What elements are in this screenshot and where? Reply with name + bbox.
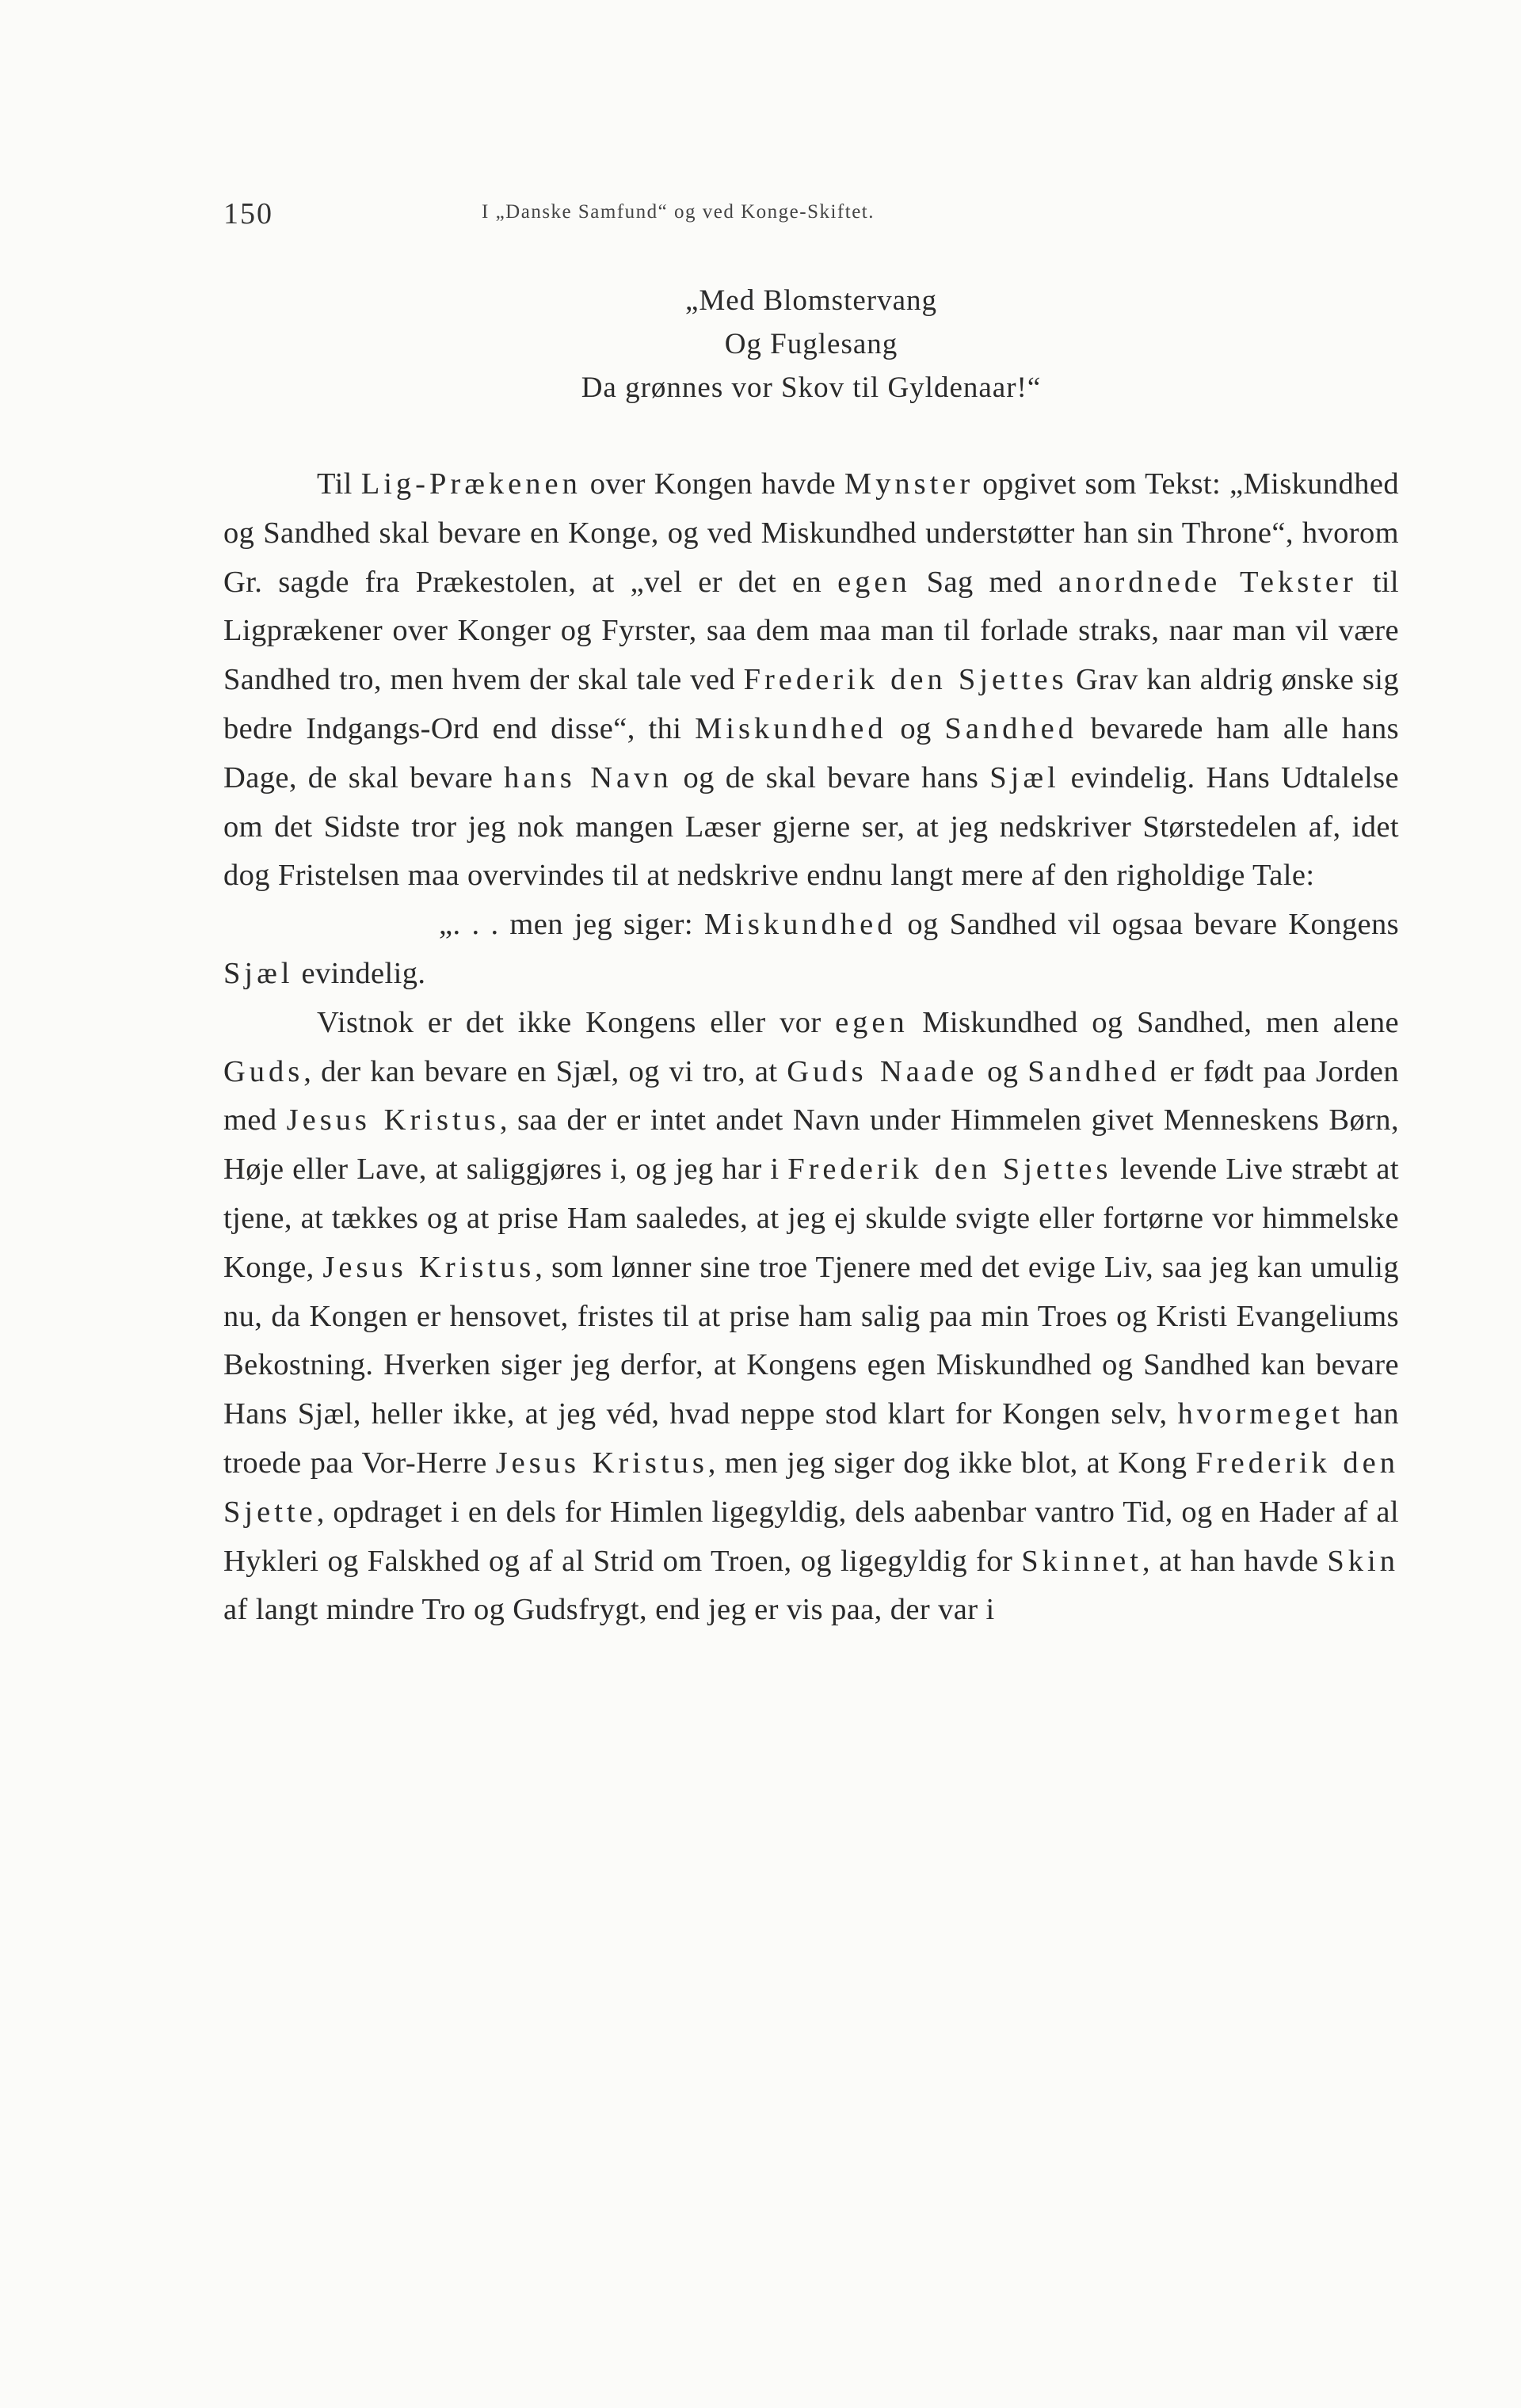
text-run: , at han havde — [1142, 1544, 1328, 1578]
quoted-paragraph — [223, 901, 1399, 999]
verse-line: Da grønnes vor Skov til Gyldenaar!“ — [581, 371, 1042, 404]
text-run: Til — [317, 467, 361, 501]
text-run: levende Live stræbt at tjene, at tækkes og at prise Ham saaledes, at jeg ej skulde svigte eller fortørne vor himmelske Konge, — [223, 1153, 1400, 1284]
emphasis: Frederik den Sjette — [223, 1446, 1399, 1529]
text-run: , men jeg siger dog ikke blot, at Kong — [707, 1446, 1196, 1480]
text-run: og de skal bevare hans — [672, 760, 990, 794]
text-run: Vistnok er det ikke Kongens eller vor — [317, 1005, 836, 1039]
text-run: er født paa Jorden med — [223, 1054, 1399, 1137]
text-run: af langt mindre Tro og Gudsfrygt, end jeg er vis paa, der var i — [223, 1593, 995, 1627]
emphasis: egen — [837, 565, 911, 599]
emphasis: Frederik den Sjettes — [787, 1153, 1112, 1187]
verse-line: „Med Blomstervang — [684, 284, 938, 317]
emphasis: Lig-Prækenen — [360, 467, 581, 501]
book-page — [223, 196, 1399, 1635]
emphasis: Sandhed — [944, 711, 1077, 745]
emphasis: hvormeget — [1177, 1397, 1344, 1431]
paragraph — [223, 460, 1399, 901]
text-run: bevarede ham alle hans Dage, de skal bevare — [223, 711, 1399, 794]
text-run: „. . . men jeg siger: — [439, 908, 704, 942]
emphasis: Jesus Kristus — [322, 1250, 536, 1284]
text-run: evindelig. Hans Udtalelse om det Sidste tror jeg nok mangen Læser gjerne ser, at jeg nedskriver Størstedelen af, idet dog Fristelsen maa overvindes til at nedskrive endnu langt mere af den righoldige Tale: — [223, 760, 1399, 893]
emphasis: Miskundhed — [695, 711, 887, 745]
emphasis: Mynster — [844, 467, 974, 501]
text-run: , saa der er intet andet Navn under Himmelen givet Menneskens Børn, Høje eller Lave, at saliggjøres i, og jeg har i — [223, 1103, 1399, 1187]
text-run: og — [886, 711, 945, 745]
text-run: , der kan bevare en Sjæl, og vi tro, at — [303, 1054, 787, 1088]
emphasis: hans Navn — [504, 760, 673, 794]
emphasis: Sandhed — [1027, 1054, 1161, 1088]
page-number: 150 — [223, 197, 273, 231]
emphasis: anordnede Tekster — [1058, 565, 1357, 599]
emphasis: Jesus Kristus — [495, 1446, 708, 1480]
text-run: Grav kan aldrig ønske sig bedre Indgangs-Ord end disse“, thi — [223, 663, 1399, 745]
emphasis: Skin — [1327, 1544, 1399, 1578]
verse-line: Og Fuglesang — [724, 328, 898, 360]
emphasis: Jesus Kristus — [286, 1103, 500, 1137]
emphasis: Sjæl — [989, 760, 1060, 794]
emphasis: Sjæl — [223, 956, 294, 990]
text-run: og Sandhed vil ogsaa bevare Kongens — [896, 908, 1399, 942]
running-head: I „Danske Samfund“ og ved Konge-Skiftet. — [482, 201, 875, 223]
emphasis: Guds Naade — [787, 1054, 978, 1088]
text-run: opgivet som Tekst: „Miskundhed og Sandhed skal bevare en Konge, og ved Miskundhed understøtter han sin Throne“, hvorom Gr. sagde fra Prækestolen, at „vel er det en — [223, 467, 1399, 599]
text-run: Miskundhed og Sandhed, men alene — [908, 1005, 1399, 1039]
body-text — [223, 460, 1399, 1635]
text-run: , som lønner sine troe Tjenere med det evige Liv, saa jeg kan umulig nu, da Kongen er hensovet, fristes til at prise ham salig paa min Troes og Kristi Evangeliums Bekostning. Hverken siger jeg derfor, at Kongens egen Miskundhed og Sandhed kan bevare Hans Sjæl, heller ikke, at jeg véd, hvad neppe stod klart for Kongen selv, — [223, 1250, 1399, 1431]
emphasis: Skinnet — [1021, 1544, 1142, 1578]
text-run: Sag med — [910, 565, 1058, 599]
page-header — [223, 196, 1399, 238]
text-run: , opdraget i en dels for Himlen ligegyldig, dels aabenbar vantro Tid, og en Hader af al Hykleri og Falskhed og af al Strid om Troen, og ligegyldig for — [223, 1495, 1399, 1578]
text-run: han troede paa Vor-Herre — [223, 1397, 1399, 1480]
emphasis: Miskundhed — [703, 908, 897, 942]
emphasis: Guds — [223, 1054, 304, 1088]
text-run: til Ligprækener over Konger og Fyrster, saa dem maa man til forlade straks, naar man vil være Sandhed tro, men hvem der skal tale ved — [223, 565, 1399, 697]
text-run: og — [978, 1054, 1028, 1088]
text-run: evindelig. — [293, 956, 426, 990]
emphasis: egen — [835, 1005, 909, 1039]
text-run: over Kongen havde — [581, 467, 844, 501]
paragraph — [223, 999, 1399, 1635]
verse-quotation — [223, 279, 1399, 410]
emphasis: Frederik den Sjettes — [743, 663, 1068, 697]
